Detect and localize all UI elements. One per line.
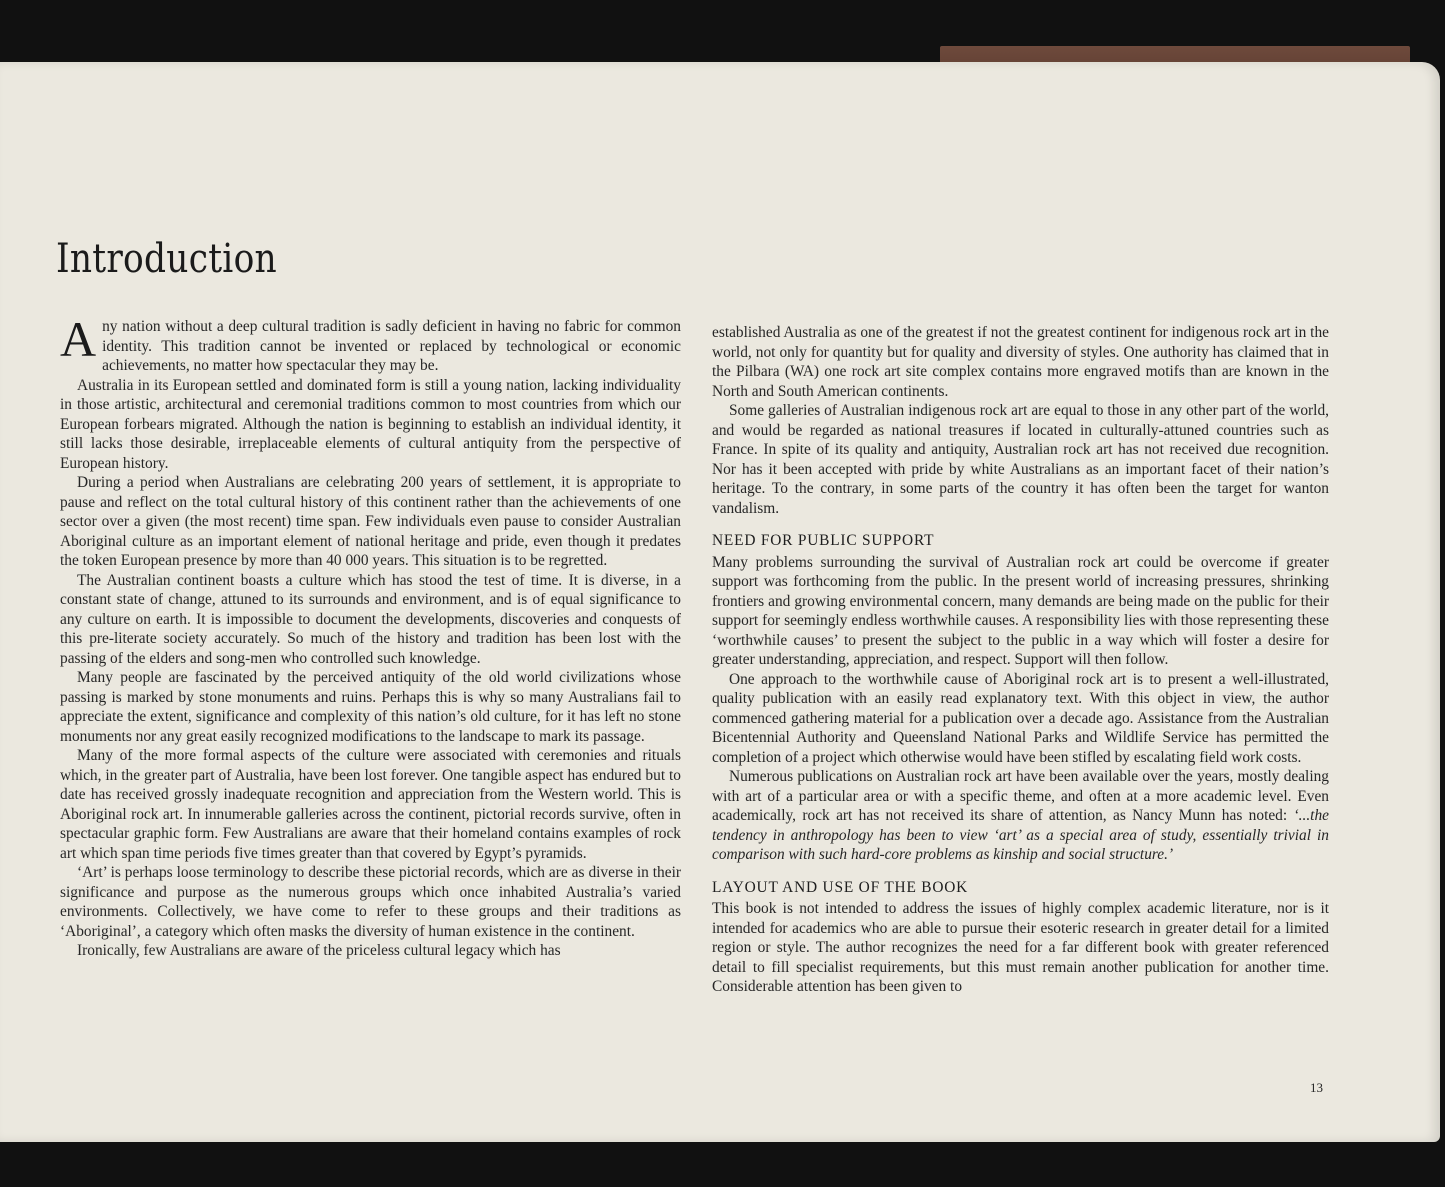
paragraph: Many problems surrounding the survival of Australian rock art could be overcome if greater support was forthcoming from the public. In the present world of increasing pressures, shrinking frontiers and growing environmental concern, many demands are being made on the public for their support for seemingly endless worthwhile causes. A responsibility lies with those representing these ‘worthwhile causes’ to present the subject to the public in a way which will foster a desire for greater understanding, appreciation, and respect. Support will then follow. xyxy=(712,553,1329,668)
paragraph: Ironically, few Australians are aware of the priceless cultural legacy which has xyxy=(77,942,561,959)
quotation: ‘...the tendency in anthropology has been to view ‘art’ as a special area of study, essentially trivial in comparison with such hard-core problems as kinship and social structure.’ xyxy=(712,807,1329,863)
section-heading: LAYOUT AND USE OF THE BOOK xyxy=(712,878,969,896)
paragraph: Australia in its European settled and dominated form is still a young nation, lacking individuality in those artistic, architectural and ceremonial traditions common to most countries from which our European forbears migrated. Although the nation is beginning to establish an individual identity, it still lacks those desirable, irreplaceable elements of cultural antiquity from the perspective of European history. xyxy=(60,376,681,472)
paragraph xyxy=(712,767,1329,865)
paragraph: The Australian continent boasts a culture which has stood the test of time. It is diverse, in a constant state of change, attuned to its surrounds and environment, and is of equal significance to any culture on earth. It is impossible to document the developments, discoveries and conquests of this pre-literate society accurately. So much of the history and tradition has been lost with the passing of the elders and song-men who controlled such knowledge. xyxy=(60,571,681,667)
paragraph xyxy=(60,311,681,376)
paragraph: This book is not intended to address the issues of highly complex academic literature, nor is it intended for academics who are able to pursue their esoteric research in greater detail for a limited region or style. The author recognizes the need for a far different book with greater referenced detail to fill specialist requirements, but this must remain another publication for another time. Considerable attention has been given to xyxy=(712,900,1329,995)
page-title: Introduction xyxy=(56,236,277,282)
left-column xyxy=(60,311,681,961)
paragraph: ‘Art’ is perhaps loose terminology to describe these pictorial records, which are as diverse in their significance and purpose as the numerous groups which once inhabited Australia’s varied environments. Collectively, we have come to refer to these groups and their traditions as ‘Aboriginal’, a category which often masks the diversity of human existence in the continent. xyxy=(60,864,681,940)
paragraph: Some galleries of Australian indigenous rock art are equal to those in any other part of the world, and would be regarded as national treasures if located in culturally-attuned countries such as France. In spite of its quality and antiquity, Australian rock art has not received due recognition. Nor has it been accepted with pride by white Australians as an important facet of their nation’s heritage. To the contrary, in some parts of the country it has often been the target for wanton vandalism. xyxy=(712,402,1329,517)
paragraph: Many people are fascinated by the perceived antiquity of the old world civilizations whose passing is marked by stone monuments and ruins. Perhaps this is why so many Australians fail to appreciate the extent, significance and complexity of this nation’s old culture, for it has left no stone monuments nor any great easily recognized modifications to the landscape to mark its passage. xyxy=(60,669,681,745)
section-heading: NEED FOR PUBLIC SUPPORT xyxy=(712,532,935,549)
paragraph: Many of the more formal aspects of the culture were associated with ceremonies and rituals which, in the greater part of Australia, have been lost forever. One tangible aspect has endured but to date has received grossly inadequate recognition and appreciation from the Western world. This is Aboriginal rock art. In innumerable galleries across the continent, pictorial records survive, often in spectacular graphic form. Few Australians are aware that their homeland contains examples of rock art which span time periods five times greater than that covered by Egypt’s pyramids. xyxy=(60,747,681,862)
drop-cap: A xyxy=(60,311,97,367)
book-page xyxy=(0,62,1440,1142)
paragraph: One approach to the worthwhile cause of Aboriginal rock art is to present a well-illustrated, quality publication with an easily read explanatory text. With this object in view, the author commenced gathering material for a publication over a decade ago. Assistance from the Australian Bicentennial Authority and Queensland National Parks and Wildlife Service has permitted the completion of a project which otherwise would have been stifled by escalating field work costs. xyxy=(712,670,1329,766)
right-column xyxy=(712,323,1329,997)
paragraph: established Australia as one of the greatest if not the greatest continent for indigenous rock art in the world, not only for quantity but for quality and diversity of styles. One authority has claimed that in the Pilbara (WA) one rock art site complex contains more engraved motifs than are known in the North and South American continents. xyxy=(712,324,1329,400)
paragraph-text: ny nation without a deep cultural tradition is sadly deficient in having no fabric for common identity. This tradition cannot be invented or replaced by technological or economic achievements, no matter how spectacular they may be. xyxy=(102,318,681,374)
page-number: 13 xyxy=(1310,1080,1323,1095)
paragraph: During a period when Australians are celebrating 200 years of settlement, it is appropriate to pause and reflect on the total cultural history of this continent rather than the achievements of one sector over a given (the most recent) time span. Few individuals even pause to consider Australian Aboriginal culture as an important element of national heritage and pride, even though it predates the token European presence by more than 40 000 years. This situation is to be regretted. xyxy=(60,474,681,569)
paragraph-text: Numerous publications on Australian rock art have been available over the years, mostly dealing with art of a particular area or with a specific theme, and often at a more academic level. Even academically, rock art has not received its share of attention, as Nancy Munn has noted: xyxy=(712,768,1329,824)
